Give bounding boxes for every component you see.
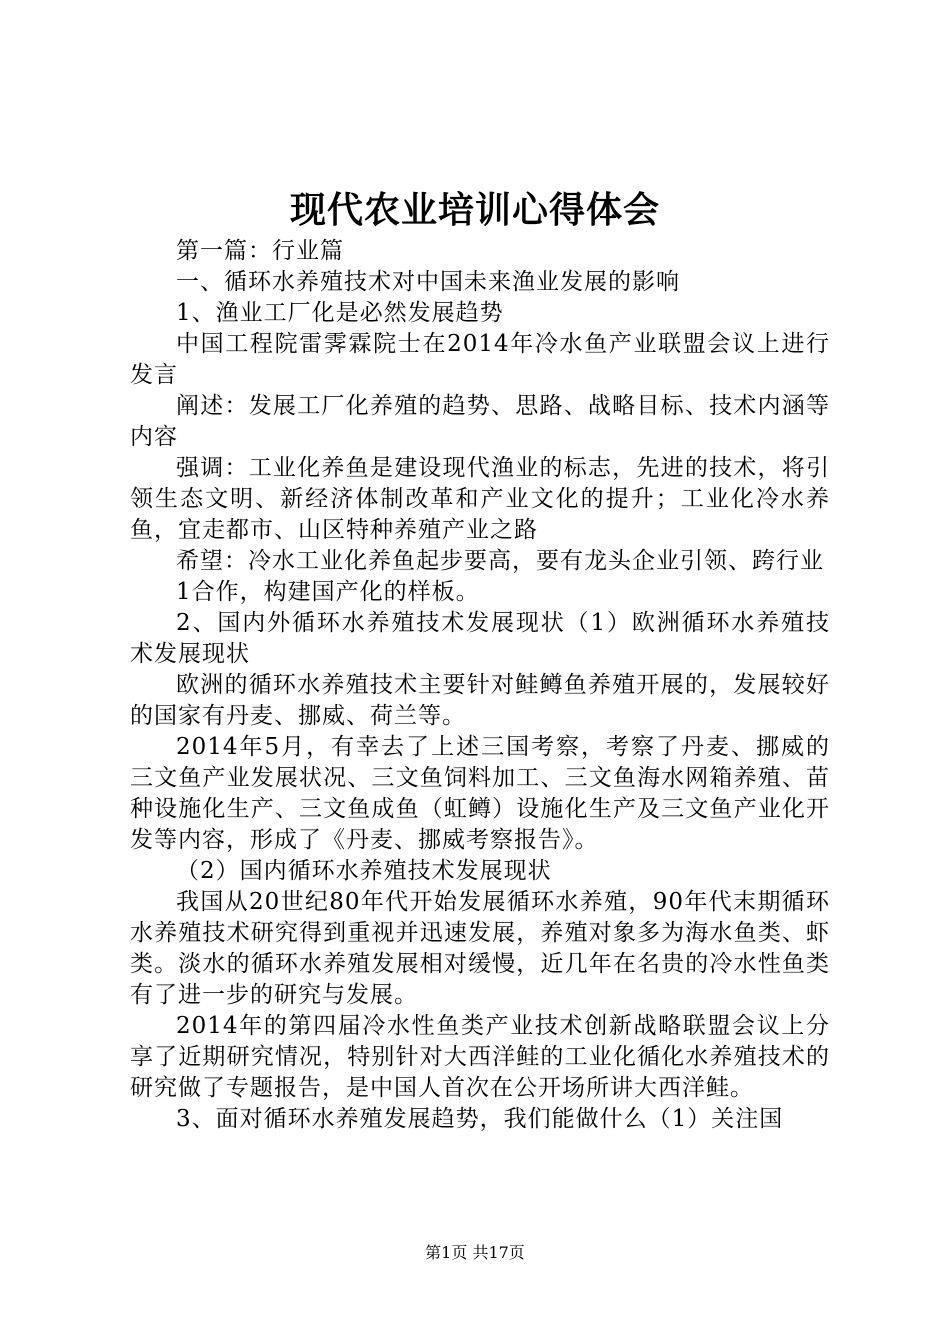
paragraph: （2）国内循环水养殖技术发展现状	[176, 858, 552, 884]
paragraph: 3、面对循环水养殖发展趋势，我们能做什么（1）关注国	[176, 1106, 784, 1132]
paragraph: 2014年的第四届冷水性鱼类产业技术创新战略联盟会议上分享了近期研究情况，特别针对大西洋鲑的工业化循化水养殖技术的研究做了专题报告，是中国人首次在公开场所讲大西洋鲑。	[130, 1013, 830, 1101]
page-number-footer: 第1页 共17页	[425, 1243, 525, 1262]
document-title: 现代农业培训心得体会	[289, 189, 660, 231]
paragraph: 一、循环水养殖技术对中国未来渔业发展的影响	[176, 269, 680, 295]
paragraph: 2、国内外循环水养殖技术发展现状（1）欧洲循环水养殖技术发展现状	[130, 610, 830, 667]
paragraph: 希望：冷水工业化养鱼起步要高，要有龙头企业引领、跨行业	[176, 548, 824, 574]
paragraph: 阐述：发展工厂化养殖的趋势、思路、战略目标、技术内涵等内容	[130, 393, 830, 450]
paragraph: 中国工程院雷霁霖院士在2014年冷水鱼产业联盟会议上进行发言	[130, 331, 830, 388]
paragraph: 我国从20世纪80年代开始发展循环水养殖，90年代末期循环水养殖技术研究得到重视并迅速发展，养殖对象多为海水鱼类、虾类。淡水的循环水养殖发展相对缓慢，近几年在名贵的冷水性鱼类有了进一步的研究与发展。	[130, 889, 830, 1008]
paragraph: 2014年5月，有幸去了上述三国考察，考察了丹麦、挪威的三文鱼产业发展状况、三文鱼饲料加工、三文鱼海水网箱养殖、苗种设施化生产、三文鱼成鱼（虹鳟）设施化生产及三文鱼产业化开发等内容，形成了《丹麦、挪威考察报告》。	[130, 734, 830, 853]
document-body	[130, 236, 830, 1135]
paragraph: 第一篇：行业篇	[176, 238, 344, 264]
paragraph: 强调：工业化养鱼是建设现代渔业的标志，先进的技术，将引领生态文明、新经济体制改革和产业文化的提升；工业化冷水养鱼，宜走都市、山区特种养殖产业之路	[130, 455, 830, 543]
paragraph: 1合作，构建国产化的样板。	[176, 579, 480, 605]
paragraph: 1、渔业工厂化是必然发展趋势	[176, 300, 504, 326]
paragraph: 欧洲的循环水养殖技术主要针对鲑鳟鱼养殖开展的，发展较好的国家有丹麦、挪威、荷兰等。	[130, 672, 830, 729]
